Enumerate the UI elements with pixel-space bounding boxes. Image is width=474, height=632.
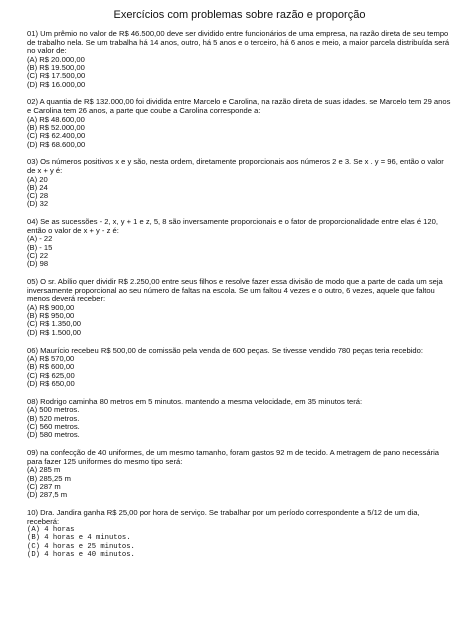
option-c: (C) 22 <box>27 251 49 260</box>
option-b: (B) R$ 950,00 <box>27 311 75 321</box>
question-stem: 08) Rodrigo caminha 80 metros em 5 minutos. mantendo a mesma velocidade, em 35 minutos terá: <box>27 396 363 406</box>
question-02 <box>27 98 452 148</box>
option-b: (B) 285,25 m <box>27 473 71 483</box>
option-list <box>27 116 452 149</box>
question-stem: 05) O sr. Abílio quer dividir R$ 2.250,00 entre seus filhos e resolve fazer essa divisão de modo que a parte de cada um seja inversamente proporcional ao seu número de faltas na escola. Se um faltou 4 vezes e o outro, 6 vezes, aquele que faltou menos deverá receber: <box>27 277 443 304</box>
question-06 <box>27 347 452 389</box>
option-list <box>27 406 452 439</box>
question-stem: 03) Os números positivos x e y são, nesta ordem, diretamente proporcionais aos números 2 e 3. Se x . y = 96, então o valor de x + y é: <box>27 157 444 175</box>
option-b: (B) R$ 600,00 <box>27 362 75 372</box>
question-10 <box>27 509 452 559</box>
question-08 <box>27 398 452 440</box>
option-a: (A) 20 <box>27 174 48 184</box>
option-a: (A) R$ 570,00 <box>27 354 75 364</box>
option-b: (B) R$ 19.500,00 <box>27 63 85 73</box>
page-title: Exercícios com problemas sobre razão e proporção <box>113 9 366 21</box>
option-list <box>27 526 452 559</box>
option-b: (B) 24 <box>27 182 48 192</box>
option-d: (D) 580 metros. <box>27 430 80 440</box>
option-list <box>27 176 452 209</box>
option-d: (D) R$ 1.500,00 <box>27 327 82 337</box>
option-d: (D) R$ 16.000,00 <box>27 79 86 89</box>
option-list <box>27 355 452 388</box>
option-c: (C) 287 m <box>27 481 61 491</box>
option-d: (D) 4 horas e 40 minutos. <box>27 551 135 560</box>
option-b: (B) - 15 <box>27 242 53 252</box>
question-05 <box>27 278 452 337</box>
question-stem: 04) Se as sucessões - 2, x, y + 1 e z, 5, 8 são inversamente proporcionais e o fator de proporcionalidade entre elas é 120, então o valor de x + y - z é: <box>27 217 438 235</box>
option-b: (B) 4 horas e 4 minutos. <box>27 534 131 543</box>
question-04 <box>27 218 452 268</box>
option-c: (C) 28 <box>27 191 49 201</box>
option-c: (C) 560 metros. <box>27 422 80 432</box>
option-c: (C) 4 horas e 25 minutos. <box>27 542 135 551</box>
option-d: (D) R$ 68.600,00 <box>27 139 86 149</box>
option-a: (A) R$ 20.000,00 <box>27 54 85 64</box>
option-list <box>27 304 452 337</box>
option-list <box>27 466 452 499</box>
option-c: (C) R$ 1.350,00 <box>27 319 82 329</box>
option-list <box>27 235 452 268</box>
option-d: (D) 32 <box>27 199 49 209</box>
question-stem: 01) Um prêmio no valor de R$ 46.500,00 deve ser dividido entre funcionários de uma empresa, na razão direta de seu tempo de trabalho nela. Se um trabalha há 14 anos, outro, há 5 anos e o terceiro, há 6 anos e meio, a maior parcela distribuída será no valor de: <box>27 29 450 56</box>
option-a: (A) 4 horas <box>27 526 75 535</box>
question-09 <box>27 449 452 499</box>
question-stem: 06) Maurício recebeu R$ 500,00 de comissão pela venda de 600 peças. Se tivesse vendido 780 peças teria recebido: <box>27 345 423 355</box>
option-b: (B) R$ 52.000,00 <box>27 122 85 132</box>
option-d: (D) 287,5 m <box>27 490 68 500</box>
option-d: (D) R$ 650,00 <box>27 379 75 389</box>
option-a: (A) 285 m <box>27 465 61 475</box>
option-a: (A) - 22 <box>27 234 53 244</box>
option-a: (A) R$ 48.600,00 <box>27 114 85 124</box>
option-c: (C) R$ 62.400,00 <box>27 131 86 141</box>
option-c: (C) R$ 17.500,00 <box>27 71 86 81</box>
option-c: (C) R$ 625,00 <box>27 370 75 380</box>
question-stem: 10) Dra. Jandira ganha R$ 25,00 por hora de serviço. Se trabalhar por um período correspondente a 5/12 de um dia, receberá: <box>27 508 420 526</box>
question-stem: 09) na confecção de 40 uniformes, de um mesmo tamanho, foram gastos 92 m de tecido. A metragem de pano necessária para fazer 125 uniformes do mesmo tipo será: <box>27 448 439 466</box>
option-a: (A) R$ 900,00 <box>27 302 75 312</box>
option-d: (D) 98 <box>27 259 49 269</box>
option-b: (B) 520 metros. <box>27 413 80 423</box>
question-01 <box>27 30 452 89</box>
option-list <box>27 56 452 89</box>
question-03 <box>27 158 452 208</box>
option-a: (A) 500 metros. <box>27 405 80 415</box>
question-stem: 02) A quantia de R$ 132.000,00 foi dividida entre Marcelo e Carolina, na razão direta de suas idades. se Marcelo tem 29 anos e Carolina tem 26 anos, a parte que coube a Carolina corresponde a: <box>27 97 451 116</box>
